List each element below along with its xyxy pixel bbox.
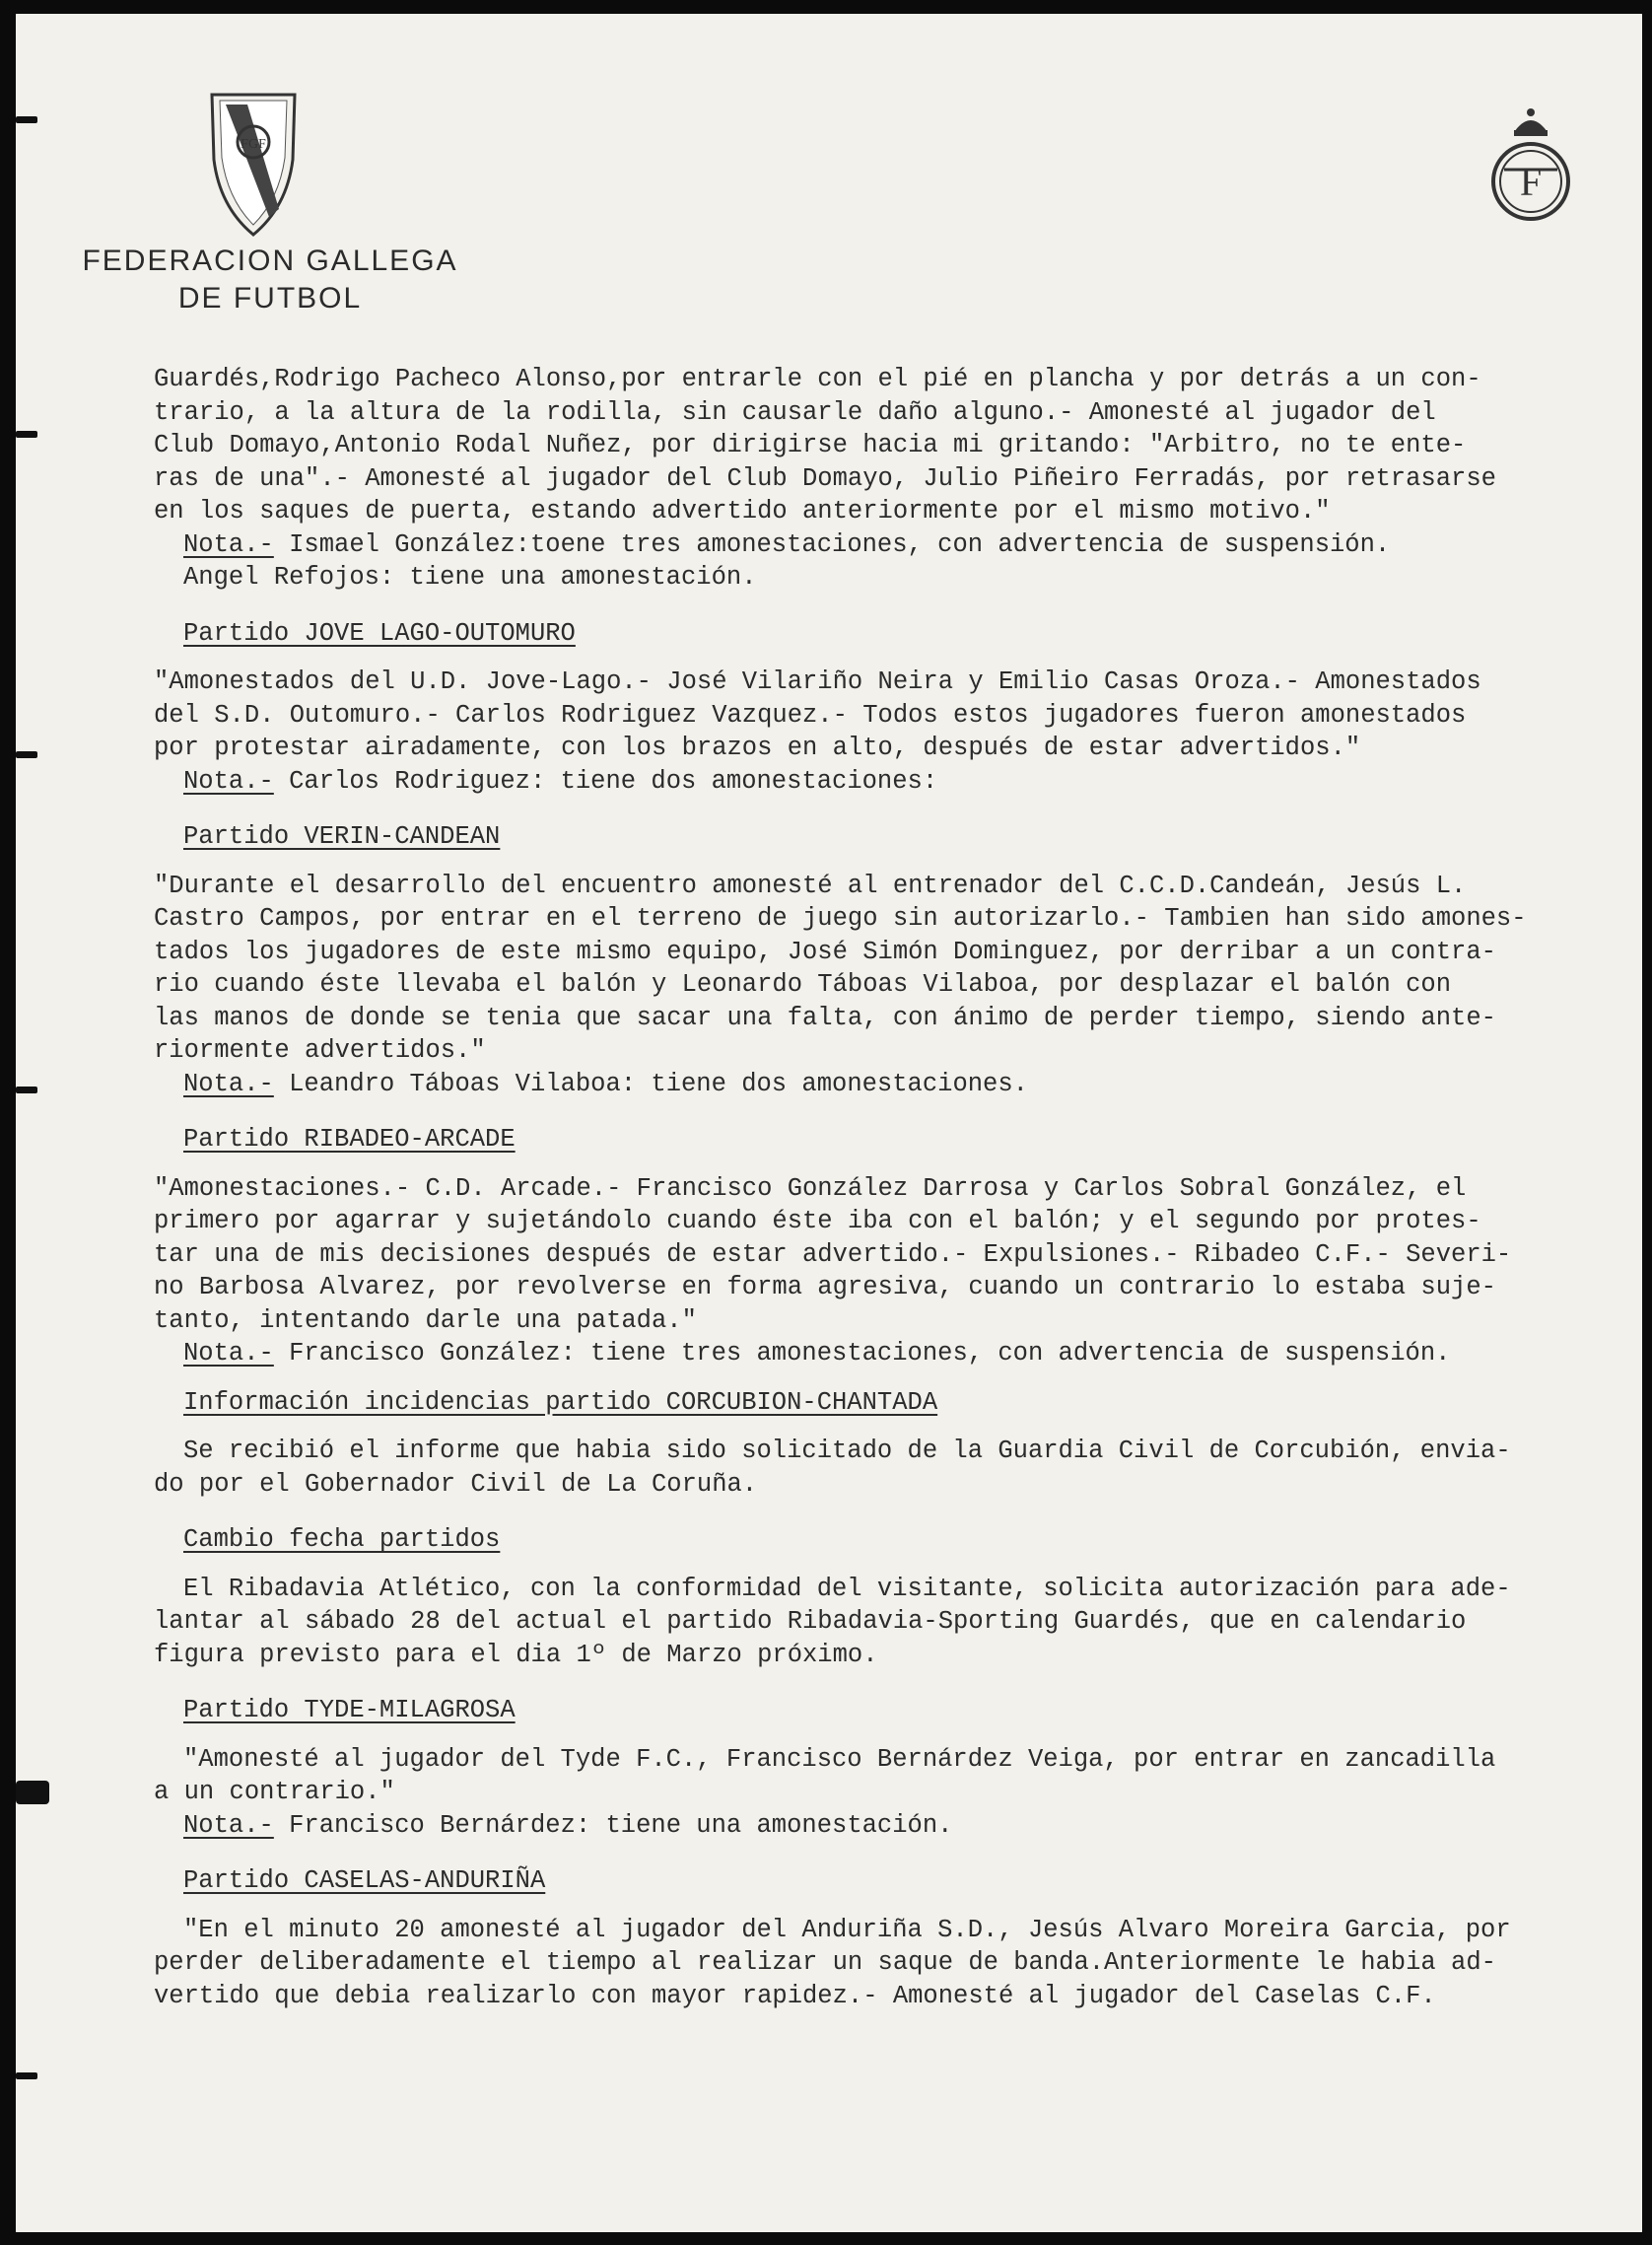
binder-mark: [16, 1781, 49, 1804]
section-cambio-fecha: [154, 1523, 1632, 1671]
nota-text: Leandro Táboas Vilaboa: tiene dos amonestaciones.: [273, 1069, 1028, 1098]
royal-crest-icon: [1484, 101, 1578, 229]
document-body: [154, 363, 1632, 2012]
section-title: Información incidencias partido CORCUBION-CHANTADA: [183, 1387, 938, 1417]
text-line: perder deliberadamente el tiempo al realizar un saque de banda.Anteriormente le habia ad-: [154, 1948, 1496, 1977]
text-line: Angel Refojos: tiene una amonestación.: [183, 563, 757, 592]
nota-line: [154, 1337, 1632, 1370]
section-title: Partido JOVE LAGO-OUTOMURO: [183, 618, 576, 648]
text-line: Castro Campos, por entrar en el terreno de juego sin autorizarlo.- Tambien han sido amones-: [154, 904, 1527, 933]
text-line: Club Domayo,Antonio Rodal Nuñez, por dirigirse hacia mi gritando: "Arbitro, no te ente-: [154, 431, 1467, 459]
nota-label: Nota.-: [183, 1810, 274, 1840]
text-line: riormente advertidos.": [154, 1036, 486, 1065]
section-corcubion-chantada: [154, 1386, 1632, 1502]
text-line: trario, a la altura de la rodilla, sin causarle daño alguno.- Amonesté al jugador del: [154, 397, 1436, 427]
section-tyde-milagrosa: [154, 1694, 1632, 1842]
text-line: rio cuando éste llevaba el balón y Leonardo Táboas Vilaboa, por desplazar el balón con: [154, 970, 1452, 999]
svg-text:FGF: FGF: [241, 137, 266, 152]
text-line: Se recibió el informe que habia sido solicitado de la Guardia Civil de Corcubión, envia-: [183, 1437, 1511, 1465]
nota-line: [154, 765, 1632, 799]
text-line: vertido que debia realizarlo con mayor rapidez.- Amonesté al jugador del Caselas C.F.: [154, 1981, 1436, 2010]
section-title: Partido RIBADEO-ARCADE: [183, 1125, 516, 1154]
nota-label: Nota.-: [183, 1069, 274, 1098]
nota-text: Francisco González: tiene tres amonestaciones, con advertencia de suspensión.: [273, 1339, 1451, 1368]
federation-name-line1: FEDERACION GALLEGA: [82, 245, 458, 277]
nota-label: Nota.-: [183, 1339, 274, 1368]
text-line: a un contrario.": [154, 1778, 395, 1806]
text-line: por protestar airadamente, con los brazos en alto, después de estar advertidos.": [154, 734, 1361, 762]
text-line: "Amonesté al jugador del Tyde F.C., Francisco Bernárdez Veiga, por entrar en zancadilla: [183, 1744, 1496, 1774]
text-line: "En el minuto 20 amonesté al jugador del Anduriña S.D., Jesús Alvaro Moreira Garcia, por: [183, 1915, 1511, 1944]
text-line: tar una de mis decisiones después de estar advertido.- Expulsiones.- Ribadeo C.F.- Severi-: [154, 1239, 1512, 1269]
binder-mark: [16, 116, 37, 123]
text-line: en los saques de puerta, estando advertido anteriormente por el mismo motivo.": [154, 497, 1331, 526]
text-line: "Durante el desarrollo del encuentro amonesté al entrenador del C.C.D.Candeán, Jesús L.: [154, 871, 1467, 900]
binder-mark: [16, 431, 37, 438]
section-title: Cambio fecha partidos: [183, 1525, 501, 1554]
text-line: do por el Gobernador Civil de La Coruña.: [154, 1469, 758, 1499]
intro-block: [154, 363, 1632, 595]
text-line: las manos de donde se tenia que sacar una falta, con ánimo de perder tiempo, siendo ante-: [154, 1003, 1496, 1032]
text-line: ras de una".- Amonesté al jugador del Club Domayo, Julio Piñeiro Ferradás, por retrasarse: [154, 463, 1496, 493]
section-jove-lago-outomuro: [154, 617, 1632, 799]
section-ribadeo-arcade: [154, 1123, 1632, 1370]
binder-mark: [16, 2072, 37, 2079]
nota-label: Nota.-: [183, 529, 274, 559]
federation-name-line2: DE FUTBOL: [177, 282, 363, 315]
text-line: figura previsto para el dia 1º de Marzo próximo.: [154, 1640, 878, 1669]
text-line: no Barbosa Alvarez, por revolverse en forma agresiva, cuando un contrario lo estaba suje-: [154, 1273, 1496, 1301]
nota-line: [154, 1809, 1632, 1843]
document-page: [16, 14, 1642, 2232]
text-line: "Amonestaciones.- C.D. Arcade.- Francisco González Darrosa y Carlos Sobral González, el: [154, 1173, 1467, 1203]
nota-text: Carlos Rodriguez: tiene dos amonestaciones:: [273, 766, 938, 796]
nota-line: [154, 528, 1632, 562]
text-line: tanto, intentando darle una patada.": [154, 1305, 697, 1335]
text-line: El Ribadavia Atlético, con la conformidad del visitante, solicita autorización para ade-: [183, 1574, 1511, 1603]
nota-line: [154, 1068, 1632, 1101]
binder-mark: [16, 1087, 37, 1093]
text-line: lantar al sábado 28 del actual el partido Ribadavia-Sporting Guardés, que en calendario: [154, 1607, 1467, 1636]
svg-text:F: F: [1519, 160, 1543, 204]
section-title: Partido CASELAS-ANDURIÑA: [183, 1866, 546, 1895]
text-line: Guardés,Rodrigo Pacheco Alonso,por entrarle con el pié en plancha y por detrás a un con-: [154, 365, 1481, 393]
nota-text: Ismael González:toene tres amonestaciones, con advertencia de suspensión.: [273, 529, 1391, 559]
nota-label: Nota.-: [183, 766, 274, 796]
text-line: del S.D. Outomuro.- Carlos Rodriguez Vazquez.- Todos estos jugadores fueron amonestados: [154, 700, 1467, 730]
federation-name: [63, 243, 477, 317]
section-caselas-andurina: [154, 1864, 1632, 2012]
binder-mark: [16, 751, 37, 758]
section-title: Partido VERIN-CANDEAN: [183, 822, 501, 851]
text-line: tados los jugadores de este mismo equipo, José Simón Dominguez, por derribar a un contra-: [154, 937, 1496, 966]
text-line: primero por agarrar y sujetándolo cuando éste iba con el balón; y el segundo por protes-: [154, 1207, 1481, 1235]
section-verin-candean: [154, 820, 1632, 1100]
text-line: "Amonestados del U.D. Jove-Lago.- José Vilariño Neira y Emilio Casas Oroza.- Amonestados: [154, 667, 1481, 696]
nota-text: Francisco Bernárdez: tiene una amonestación.: [273, 1810, 953, 1840]
section-title: Partido TYDE-MILAGROSA: [183, 1696, 516, 1724]
federation-shield-icon: [208, 91, 299, 239]
